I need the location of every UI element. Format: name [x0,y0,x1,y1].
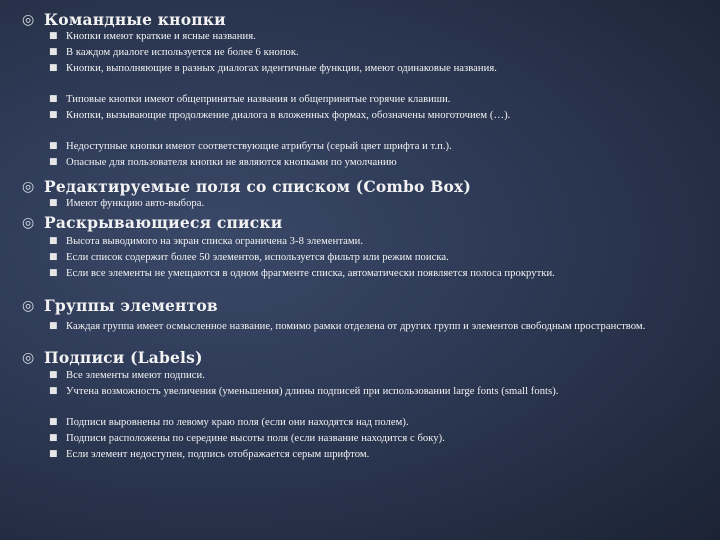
slide: ◎ Командные кнопки ■ Кнопки имеют краткие и ясные названия. ■ В каждом диалоге используется не более 6 кнопок. ■ Кнопки, выполняющие в разных диалогах идентичные функции, имеют одинаковые названия. ■ Типовые кнопки имеют общепринятые названия и общепринятые горячие клавиши. ■ Кнопки, вызывающие продолжение диалога в вложенных формах, обозначены многоточием (…). ■ Недоступные кнопки имеют соответствующие атрибуты (серый цвет шрифта и т.п.). ■ Опасные для пользователя кнопки не являются кнопками по умолчанию ◎ Редактируемые поля со списком (Combo Box) ■ Имеют функцию авто-выбора. ◎ Раскрывающиеся списки ■ Высота выводимого на экран списка ограничена 3-8 элементами. ■ Если список содержит более 50 элементов, используется фильтр или режим поиска. ■ Если все элементы не умещаются в одном фрагменте списка, автоматически появляется полоса прокрутки. ◎ Группы элементов ■ Каждая группа имеет осмысленное название, помимо рамки отделена от других групп и элементов свободным пространством. ◎ Подписи (Labels) ■ Все элементы имеют подписи. ■ Учтена возможность увеличения (уменьшения) длины подписей при использовании large fonts (small fonts). ■ Подписи выровнены по левому краю поля (если они находятся над полем). ■ Подписи расположены по середине высоты поля (если название находится с боку). ■ Если элемент недоступен, подпись отображается серым шрифтом. [22,10,646,460]
square-bullet-icon: ■ [49,417,58,427]
square-bullet-icon: ■ [49,268,58,278]
section-title: Раскрывающиеся списки [44,213,283,232]
square-bullet-icon: ■ [49,157,58,167]
square-bullet-icon: ■ [49,31,58,41]
target-bullet-icon: ◎ [22,179,35,195]
square-bullet-icon: ■ [49,141,58,151]
square-bullet-icon: ■ [49,47,58,57]
target-bullet-icon: ◎ [22,298,35,314]
section-title: Подписи (Labels) [44,348,203,367]
section-title: Редактируемые поля со списком (Combo Box) [44,177,472,196]
square-bullet-icon: ■ [49,94,58,104]
target-bullet-icon: ◎ [22,350,35,366]
section-title: Группы элементов [44,296,218,315]
target-bullet-icon: ◎ [22,215,35,231]
target-bullet-icon: ◎ [22,12,35,28]
square-bullet-icon: ■ [49,370,58,380]
square-bullet-icon: ■ [49,433,58,443]
section-title: Командные кнопки [44,10,226,29]
square-bullet-icon: ■ [49,110,58,120]
square-bullet-icon: ■ [49,236,58,246]
square-bullet-icon: ■ [49,252,58,262]
square-bullet-icon: ■ [49,386,58,396]
square-bullet-icon: ■ [49,449,58,459]
square-bullet-icon: ■ [49,321,58,331]
square-bullet-icon: ■ [49,63,58,73]
square-bullet-icon: ■ [49,198,58,208]
